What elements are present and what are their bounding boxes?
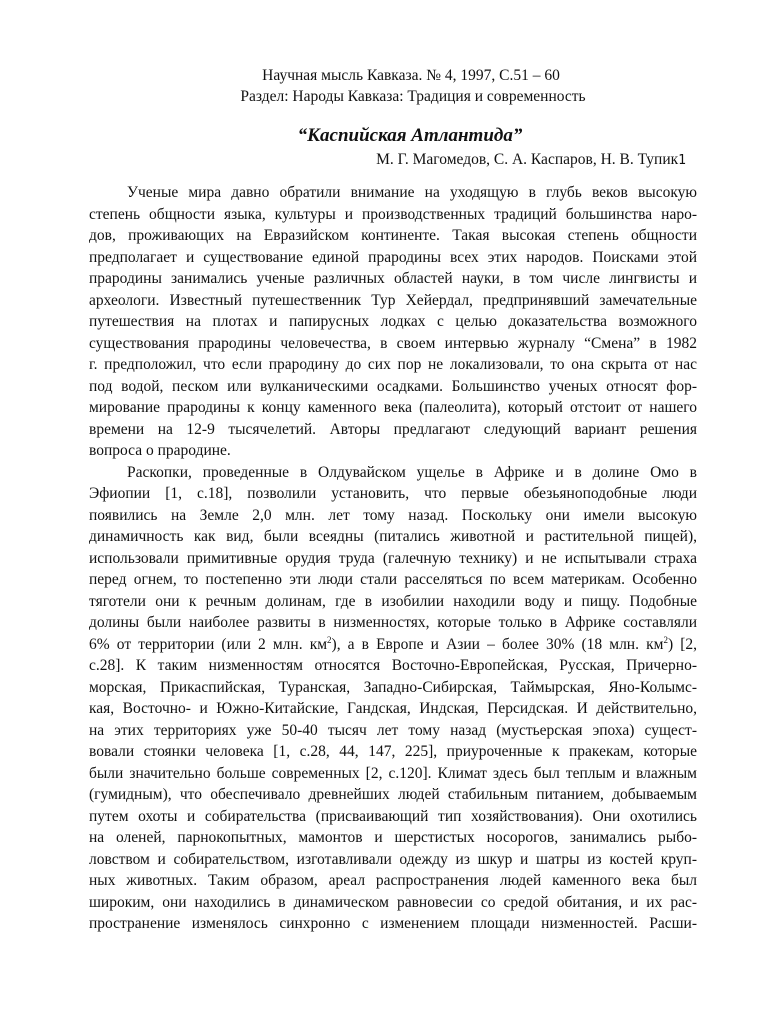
body-line: прародины занимались ученые различных областей науки, в том числе лингвисты и <box>89 270 697 287</box>
body-line: морская, Прикаспийская, Туранская, Западно-Сибирская, Таймырская, Яно-Колымс- <box>89 678 697 696</box>
body-line: археологи. Известный путешественник Тур Хейердал, предпринявший замечательные <box>89 291 697 309</box>
body-line: дов, проживающих на Евразийском континенте. Такая высокая степень общности <box>89 227 697 244</box>
body-line: использовали примитивные орудия труда (галечную технику) и не испытывали страха <box>89 549 697 567</box>
line-segment: ) [2, <box>667 635 697 653</box>
body-line: вопроса о прародине. <box>89 442 231 459</box>
body-line: динамичность как вид, были всеядны (питались животной и растительной пищей), <box>89 528 697 545</box>
line-segment: 6% от территории (или 2 млн. км <box>89 635 328 653</box>
body-line: тяготели они к речным долинам, где в изобилии находили воду и пищу. Подобные <box>89 592 697 610</box>
body-line: путешествия на плотах и папирусных лодках с целью доказательства возможного <box>89 313 697 330</box>
body-line: появились на Земле 2,0 млн. лет тому назад. Поскольку они имели высокую <box>89 506 697 524</box>
article-title-text: “Каспийская Атлантида” <box>297 125 523 146</box>
body-line: перед огнем, то постепенно эти люди стали расселяться по всем материкам. Особенно <box>89 571 697 588</box>
body-line: ных животных. Таким образом, ареал распространения людей каменного века был <box>89 872 697 889</box>
footnote-mark: 1 <box>678 153 686 168</box>
body-line: пространение изменялось синхронно с изменением площади низменностей. Расши- <box>89 915 697 932</box>
body-line: вовали стоянки человека [1, с.28, 44, 147, 225], приуроченные к пракекам, которые <box>89 743 697 760</box>
journal-citation: Научная мысль Кавказа. № 4, 1997, С.51 – 60 <box>262 67 560 84</box>
body-line: Ученые мира давно обратили внимание на уходящую в глубь веков высокую <box>127 184 697 201</box>
line-segment: ), а в Европе и Азии – более 30% (18 млн. км <box>331 635 664 653</box>
body-line: кая, Восточно- и Южно-Китайские, Гандская, Индская, Персидская. И действительно, <box>89 700 697 717</box>
body-line: на оленей, парнокопытных, мамонтов и шерстистых носорогов, занимались рыбо- <box>89 829 697 846</box>
article-authors <box>376 150 686 171</box>
body-line: Эфиопии [1, с.18], позволили установить, что первые обезьяноподобные люди <box>89 485 697 502</box>
body-line: времени на 12-9 тысячелетий. Авторы предлагают следующий вариант решения <box>89 420 697 438</box>
body-line: г. предположил, что если прародину до сих пор не локализовали, то она скрыта от нас <box>89 356 697 373</box>
authors-text: М. Г. Магомедов, С. А. Каспаров, Н. В. Тупик <box>376 151 679 168</box>
article-title <box>0 124 768 148</box>
body-line: с.28]. К таким низменностям относятся Восточно-Европейская, Русская, Причерно- <box>89 657 697 674</box>
journal-section: Раздел: Народы Кавказа: Традиция и современность <box>240 88 586 105</box>
body-line: под водой, песком или вулканическими осадками. Большинство ученых относят фор- <box>89 377 697 395</box>
body-line: степень общности языка, культуры и производственных традиций большинства наро- <box>89 205 697 223</box>
body-line: существования прародины человечества, в своем интервью журналу “Смена” в 1982 <box>89 334 697 352</box>
body-line: долины были наиболее развиты в низменностях, которые только в Африке составляли <box>89 614 697 631</box>
body-line: ловством и собирательством, изготавливали одежду из шкур и шатры из костей круп- <box>89 850 697 868</box>
body-line: на этих территориях уже 50-40 тысяч лет тому назад (мустьерская эпоха) сущест- <box>89 721 697 739</box>
body-line: широким, они находились в динамическом равновесии со средой обитания, и их рас- <box>89 893 697 911</box>
body-line: (гумидным), что обеспечивало древнейших людей стабильным питанием, добываемым <box>89 786 697 803</box>
body-line: путем охоты и собирательства (присваивающий тип хозяйствования). Они охотились <box>89 807 697 825</box>
body-line: были значительно больше современных [2, с.120]. Климат здесь был теплым и влажным <box>89 764 697 782</box>
superscript: 2 <box>327 634 332 645</box>
body-line-with-superscript <box>89 634 697 656</box>
body-line: предполагает и существование единой прародины всех этих народов. Поисками этой <box>89 248 697 266</box>
superscript: 2 <box>663 634 668 645</box>
article-body <box>89 182 697 935</box>
body-line: мирование прародины к концу каменного века (палеолита), который отстоит от нашего <box>89 399 697 416</box>
body-line: Раскопки, проведенные в Олдувайском ущелье в Африке и в долине Омо в <box>127 463 697 481</box>
